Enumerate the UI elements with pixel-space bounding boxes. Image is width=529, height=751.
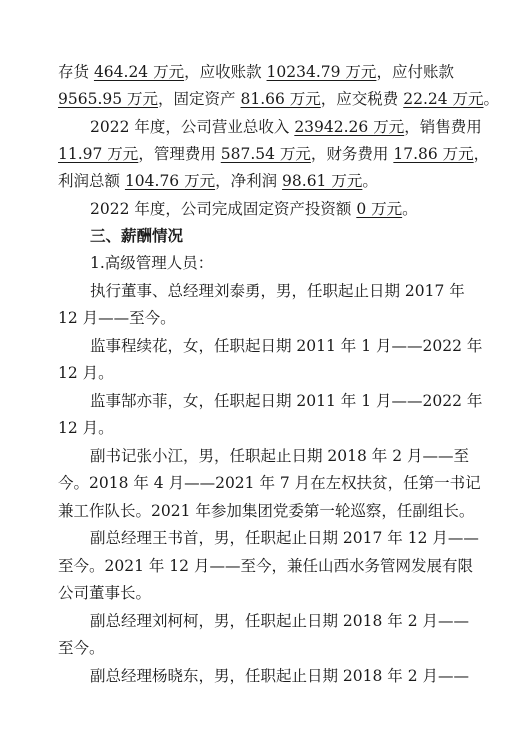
value-fixed-assets: 81.66 万元 [240,90,321,108]
value-receivables: 10234.79 万元 [266,63,377,81]
punctuation: ， [473,145,490,163]
label-payables: ，应付账款 [376,63,454,81]
value-inventory: 464.24 万元 [93,63,185,81]
punctuation: 。 [402,200,418,218]
subheading-text: 1.高级管理人员： [90,254,214,272]
value-total-profit: 104.76 万元 [124,172,216,190]
text-line-18 [90,528,529,548]
paragraph-text: 12 月。 [58,364,114,382]
text-line-20 [58,583,529,603]
value-selling-expense: 11.97 万元 [58,145,139,163]
value-taxes-payable: 22.24 万元 [403,90,484,108]
text-line-5 [58,171,529,191]
text-line-19 [58,556,529,576]
heading-text: 三、薪酬情况 [90,226,184,245]
paragraph-text: 公司董事长。 [58,584,152,602]
subheading-senior-management [90,253,529,273]
value-revenue: 23942.26 万元 [294,118,405,136]
paragraph-text: 监事郜亦菲，女，任职起日期 2011 年 1 月——2022 年 [90,392,483,410]
label-fixed-assets: ，固定资产 [158,90,241,108]
paragraph-text: 今。2018 年 4 月——2021 年 7 月在左权扶贫，任第一书记 [58,474,481,492]
label-revenue: 2022 年度，公司营业总收入 [90,118,295,136]
label-admin-expense: ，管理费用 [138,145,221,163]
text-line-16 [58,473,529,493]
paragraph-text: 执行董事、总经理刘泰勇，男，任职起止日期 2017 年 [90,282,465,300]
text-line-23 [90,666,529,686]
label-receivables: ，应收账款 [184,63,267,81]
text-line-9 [90,281,529,301]
label-selling-expense: ，销售费用 [404,118,482,136]
label-taxes-payable: ，应交税费 [320,90,404,108]
paragraph-text: 兼工作队长。2021 年参加集团党委第一轮巡察，任副组长。 [58,502,475,520]
paragraph-text: 监事程续花，女，任职起日期 2011 年 1 月——2022 年 [90,337,483,355]
paragraph-text: 至今。2021 年 12 月——至今，兼任山西水务管网发展有限 [58,557,473,575]
text-line-6 [90,199,529,219]
punctuation: 。 [483,90,500,108]
label-finance-expense: ，财务费用 [310,145,394,163]
text-line-1 [58,62,529,82]
value-admin-expense: 587.54 万元 [220,145,311,163]
value-net-profit: 98.61 万元 [282,172,363,190]
paragraph-text: 12 月。 [58,419,114,437]
paragraph-text: 12 月——至今。 [58,309,176,327]
value-payables: 9565.95 万元 [58,90,159,108]
label-total-profit: 利润总额 [58,172,125,190]
text-line-13 [90,391,529,411]
label-net-profit: ，净利润 [215,172,283,190]
text-line-21 [90,611,529,631]
text-line-4 [58,144,529,164]
section-heading-compensation [90,226,529,246]
text-line-11 [90,336,529,356]
text-line-12 [58,363,529,383]
paragraph-text: 副总经理刘柯柯，男，任职起止日期 2018 年 2 月—— [90,612,470,630]
paragraph-text: 副总经理杨晓东，男，任职起止日期 2018 年 2 月—— [90,667,470,685]
paragraph-text: 副书记张小江，男，任职起止日期 2018 年 2 月——至 [90,447,470,465]
label-inventory: 存货 [58,63,94,81]
text-line-10 [58,308,529,328]
text-line-3 [90,117,529,137]
text-line-2 [58,89,529,109]
text-line-14 [58,418,529,438]
paragraph-text: 至今。 [58,639,105,657]
text-line-15 [90,446,529,466]
text-line-17 [58,501,529,521]
paragraph-text: 副总经理王书首，男，任职起止日期 2017 年 12 月—— [90,529,479,547]
value-fixed-investment: 0 万元 [356,200,403,218]
punctuation: 。 [362,172,378,190]
label-fixed-investment: 2022 年度，公司完成固定资产投资额 [90,200,357,218]
value-finance-expense: 17.86 万元 [393,145,474,163]
text-line-22 [58,638,529,658]
